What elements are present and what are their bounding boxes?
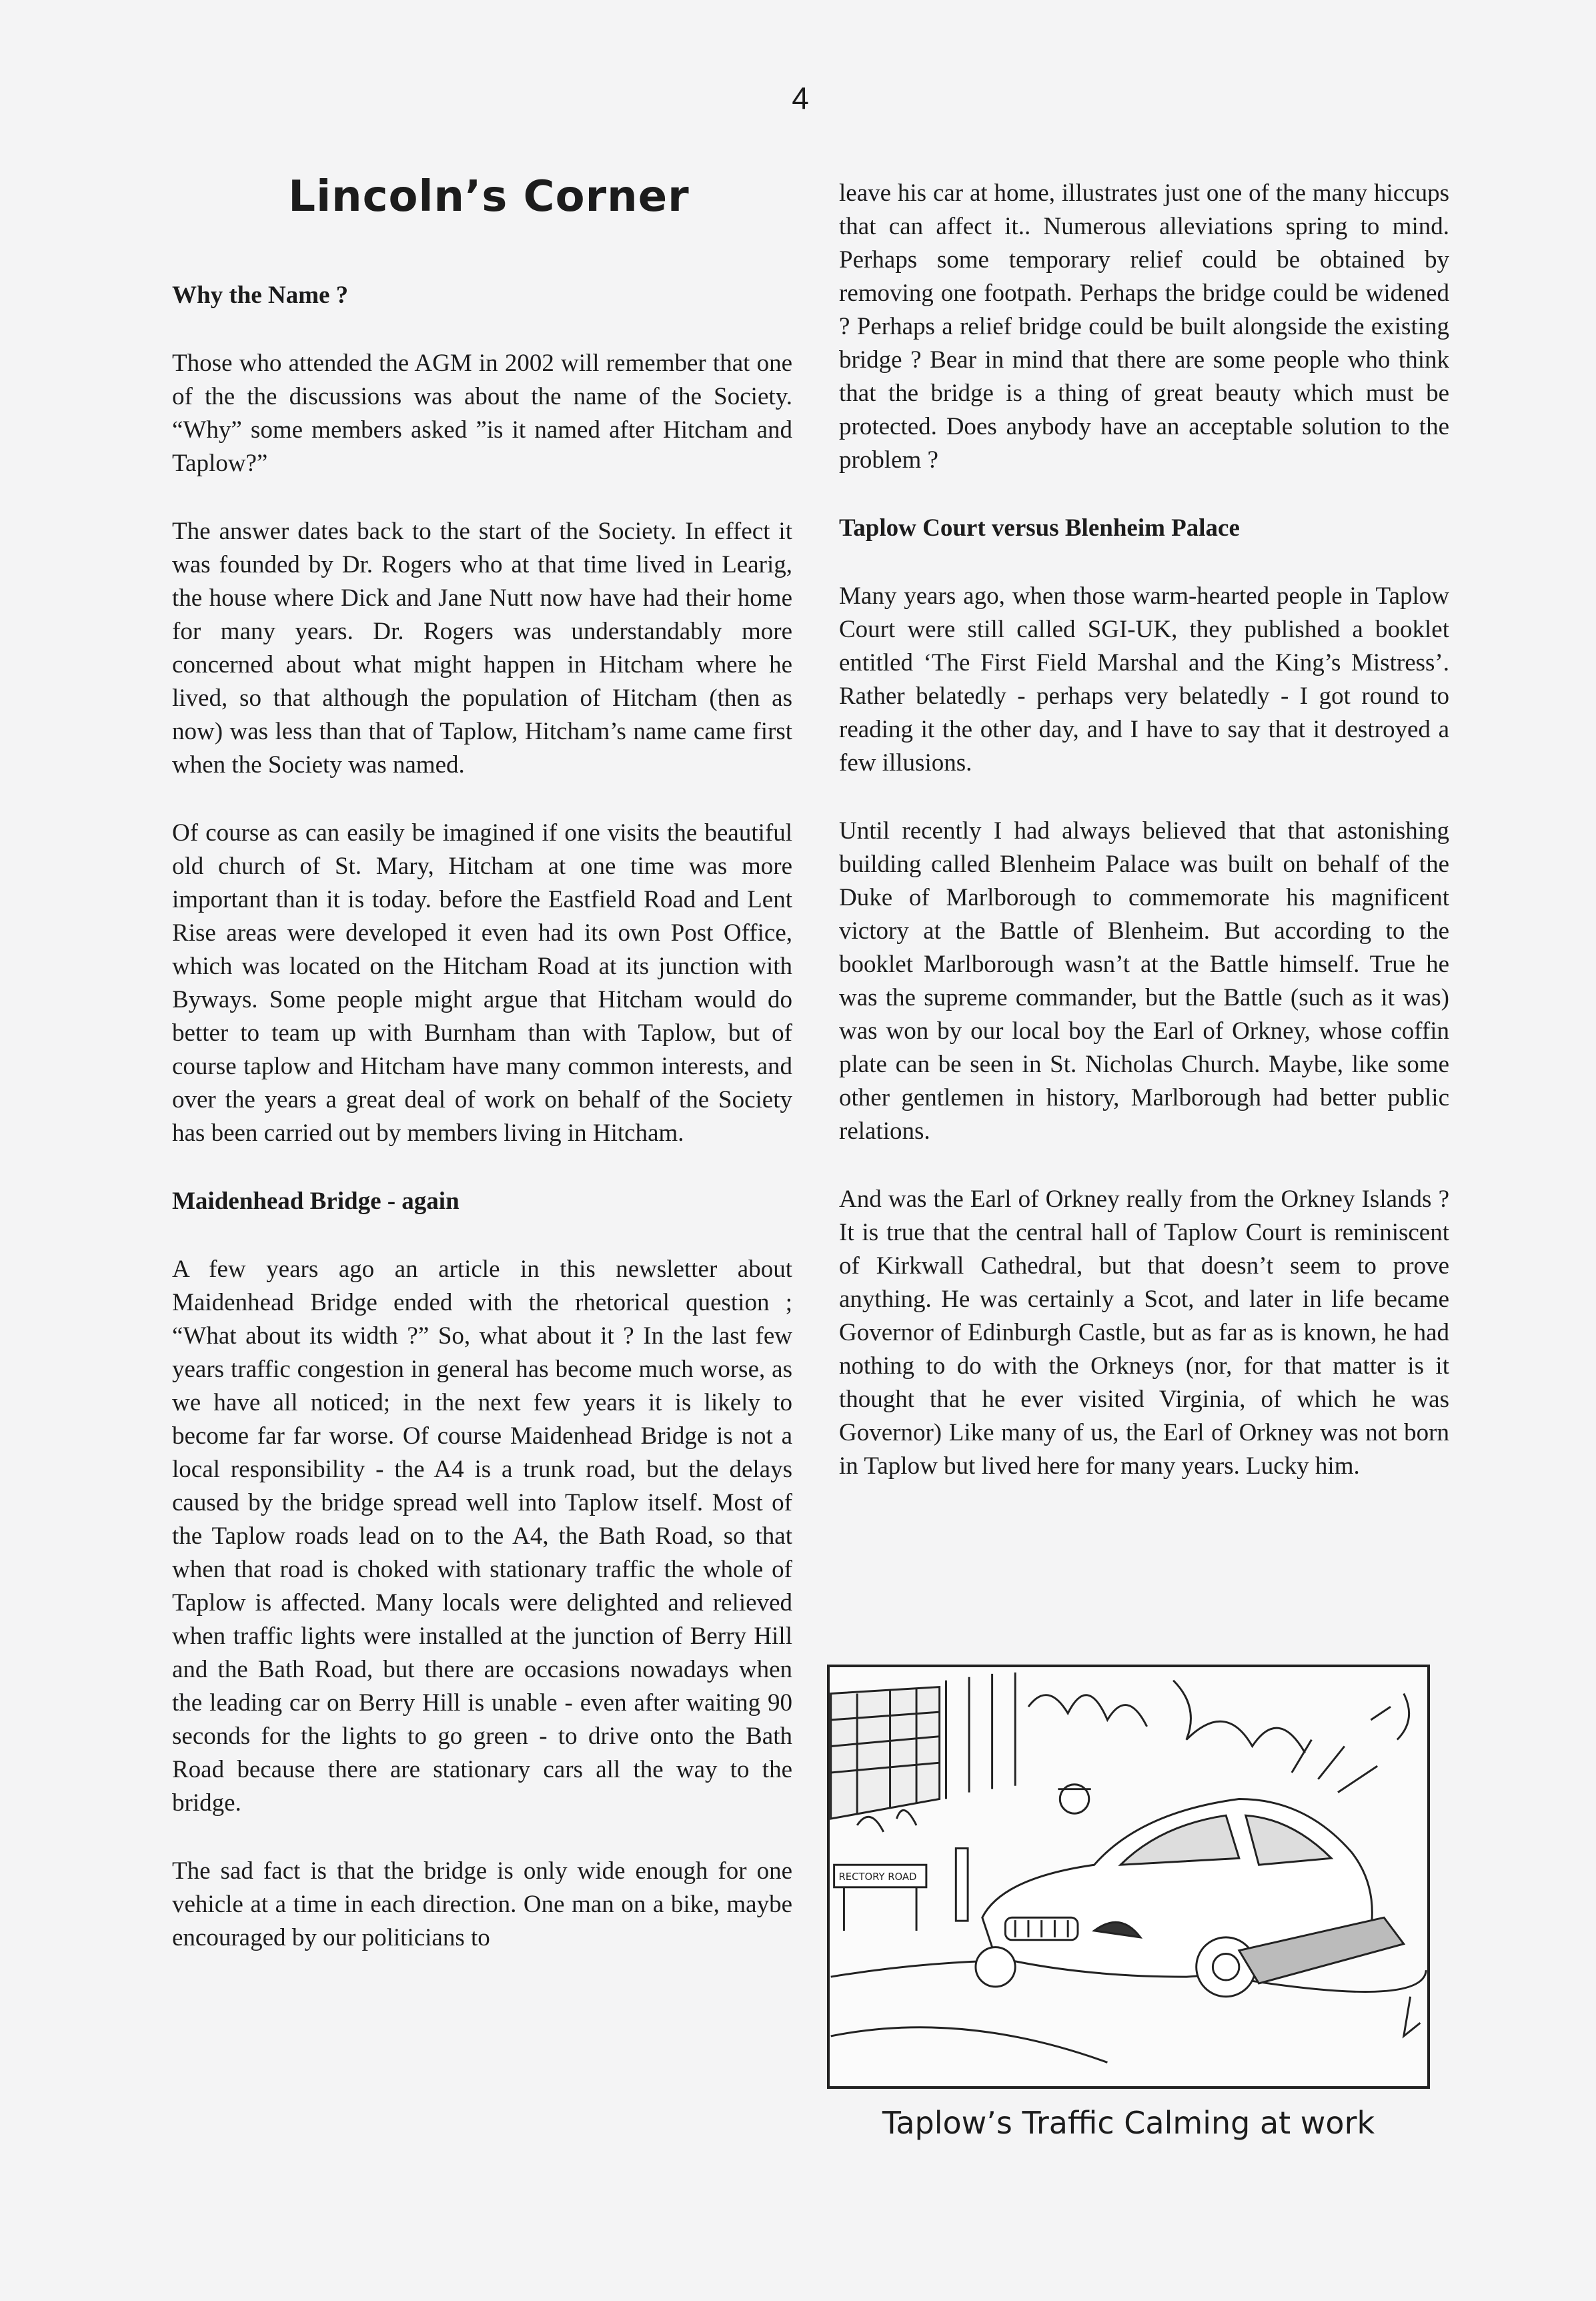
paragraph: Until recently I had always believed that that astonishing building called Blenheim Palace was built on behalf of the Duke of Marlborough to commemorate his magnificent victory at the Battle of Blenheim. But according to the booklet Marlborough wasn’t at the Battle himself. True he was the supreme commander, but the Battle (such as it was) was won by our local boy the Earl of Orkney, whose coffin plate can be seen in St. Nicholas Church. Maybe, like some other gentlemen in history, Marlborough had better public relations. [839,817,1449,1145]
paragraph: The answer dates back to the start of the Society. In effect it was founded by Dr. Rogers who at that time lived in Learig, the house where Dick and Jane Nutt now have had their home for many years. Dr. Rogers was understandably more concerned about what might happen in Hitcham where he lived, so that although the population of Hitcham (then as now) was less than that of Taplow, Hitcham’s name came first when the Society was named. [172,518,792,779]
heading-why-the-name: Why the Name ? [172,282,349,309]
page-number: 4 [792,81,809,115]
cartoon-caption: Taplow’s Traffic Calming at work [882,2105,1375,2141]
paragraph: leave his car at home, illustrates just one of the many hiccups that can affect it.. Numerous alleviations spring to mind. Perhaps some temporary relief could be obtained by removing one footpath. Perhaps the bridge could be widened ? Perhaps a relief bridge could be built alongside the existing bridge ? Bear in mind that there are some people who think that the bridge is a thing of great beauty which must be protected. Does anybody have an acceptable solution to the problem ? [839,179,1449,474]
paragraph: Of course as can easily be imagined if one visits the beautiful old church of St. Mary, Hitcham at one time was more important than it is today. before the Eastfield Road and Lent Rise areas were developed it even had its own Post Office, which was located on the Hitcham Road at its junction with Byways. Some people might argue that Hitcham would do better to team up with Burnham than with Taplow, but of course taplow and Hitcham have many common interests, and over the years a great deal of work on behalf of the Society has been carried out by members living in Hitcham. [172,819,792,1147]
paragraph: A few years ago an article in this newsletter about Maidenhead Bridge ended with the rhetorical question ; “What about its width ?” So, what about it ? In the last few years traffic congestion in general has become much worse, as we have all noticed; in the next few years it is likely to become far far worse. Of course Maidenhead Bridge is not a local responsibility - the A4 is a trunk road, but the delays caused by the bridge spread well into Taplow itself. Most of the Taplow roads lead on to the A4, the Bath Road, so that when that road is choked with stationary traffic the whole of Taplow is affected. Many locals were delighted and relieved when traffic lights were installed at the junction of Berry Hill and the Bath Road, but there are occasions nowadays when the leading car on Berry Hill is unable - even after waiting 90 seconds for the lights to go green - to drive onto the Bath Road because there are stationary cars all the way to the bridge. [172,1256,792,1817]
paragraph: Many years ago, when those warm-hearted people in Taplow Court were still called SGI-UK, they published a booklet entitled ‘The First Field Marshal and the King’s Mistress’. Rather belatedly - perhaps very belatedly - I got round to reading it the other day, and I have to say that it destroyed a few illusions. [839,582,1449,777]
heading-taplow-court: Taplow Court versus Blenheim Palace [839,514,1240,542]
paragraph: And was the Earl of Orkney really from the Orkney Islands ? It is true that the central hall of Taplow Court is reminiscent of Kirkwall Cathedral, but that doesn’t seem to prove anything. He was certainly a Scot, and later in life became Governor of Edinburgh Castle, but as far as is known, he had nothing to do with the Orkneys (nor, for that matter is it thought that he ever visited Virginia, of which he was Governor) Like many of us, the Earl of Orkney was not born in Taplow but lived here for many years. Lucky him. [839,1186,1449,1480]
left-column [172,172,792,1955]
right-column [839,177,1449,1483]
heading-maidenhead-bridge: Maidenhead Bridge - again [172,1188,460,1215]
cartoon-illustration [827,1665,1430,2089]
road-sign-text: RECTORY ROAD [838,1871,917,1883]
paragraph: The sad fact is that the bridge is only wide enough for one vehicle at a time in each direction. One man on a bike, maybe encouraged by our politicians to [172,1857,792,1951]
paragraph: Those who attended the AGM in 2002 will remember that one of the the discussions was about the name of the Society. “Why” some members asked ”is it named after Hitcham and Taplow?” [172,350,792,477]
masthead-title: Lincoln’s Corner [288,172,690,221]
